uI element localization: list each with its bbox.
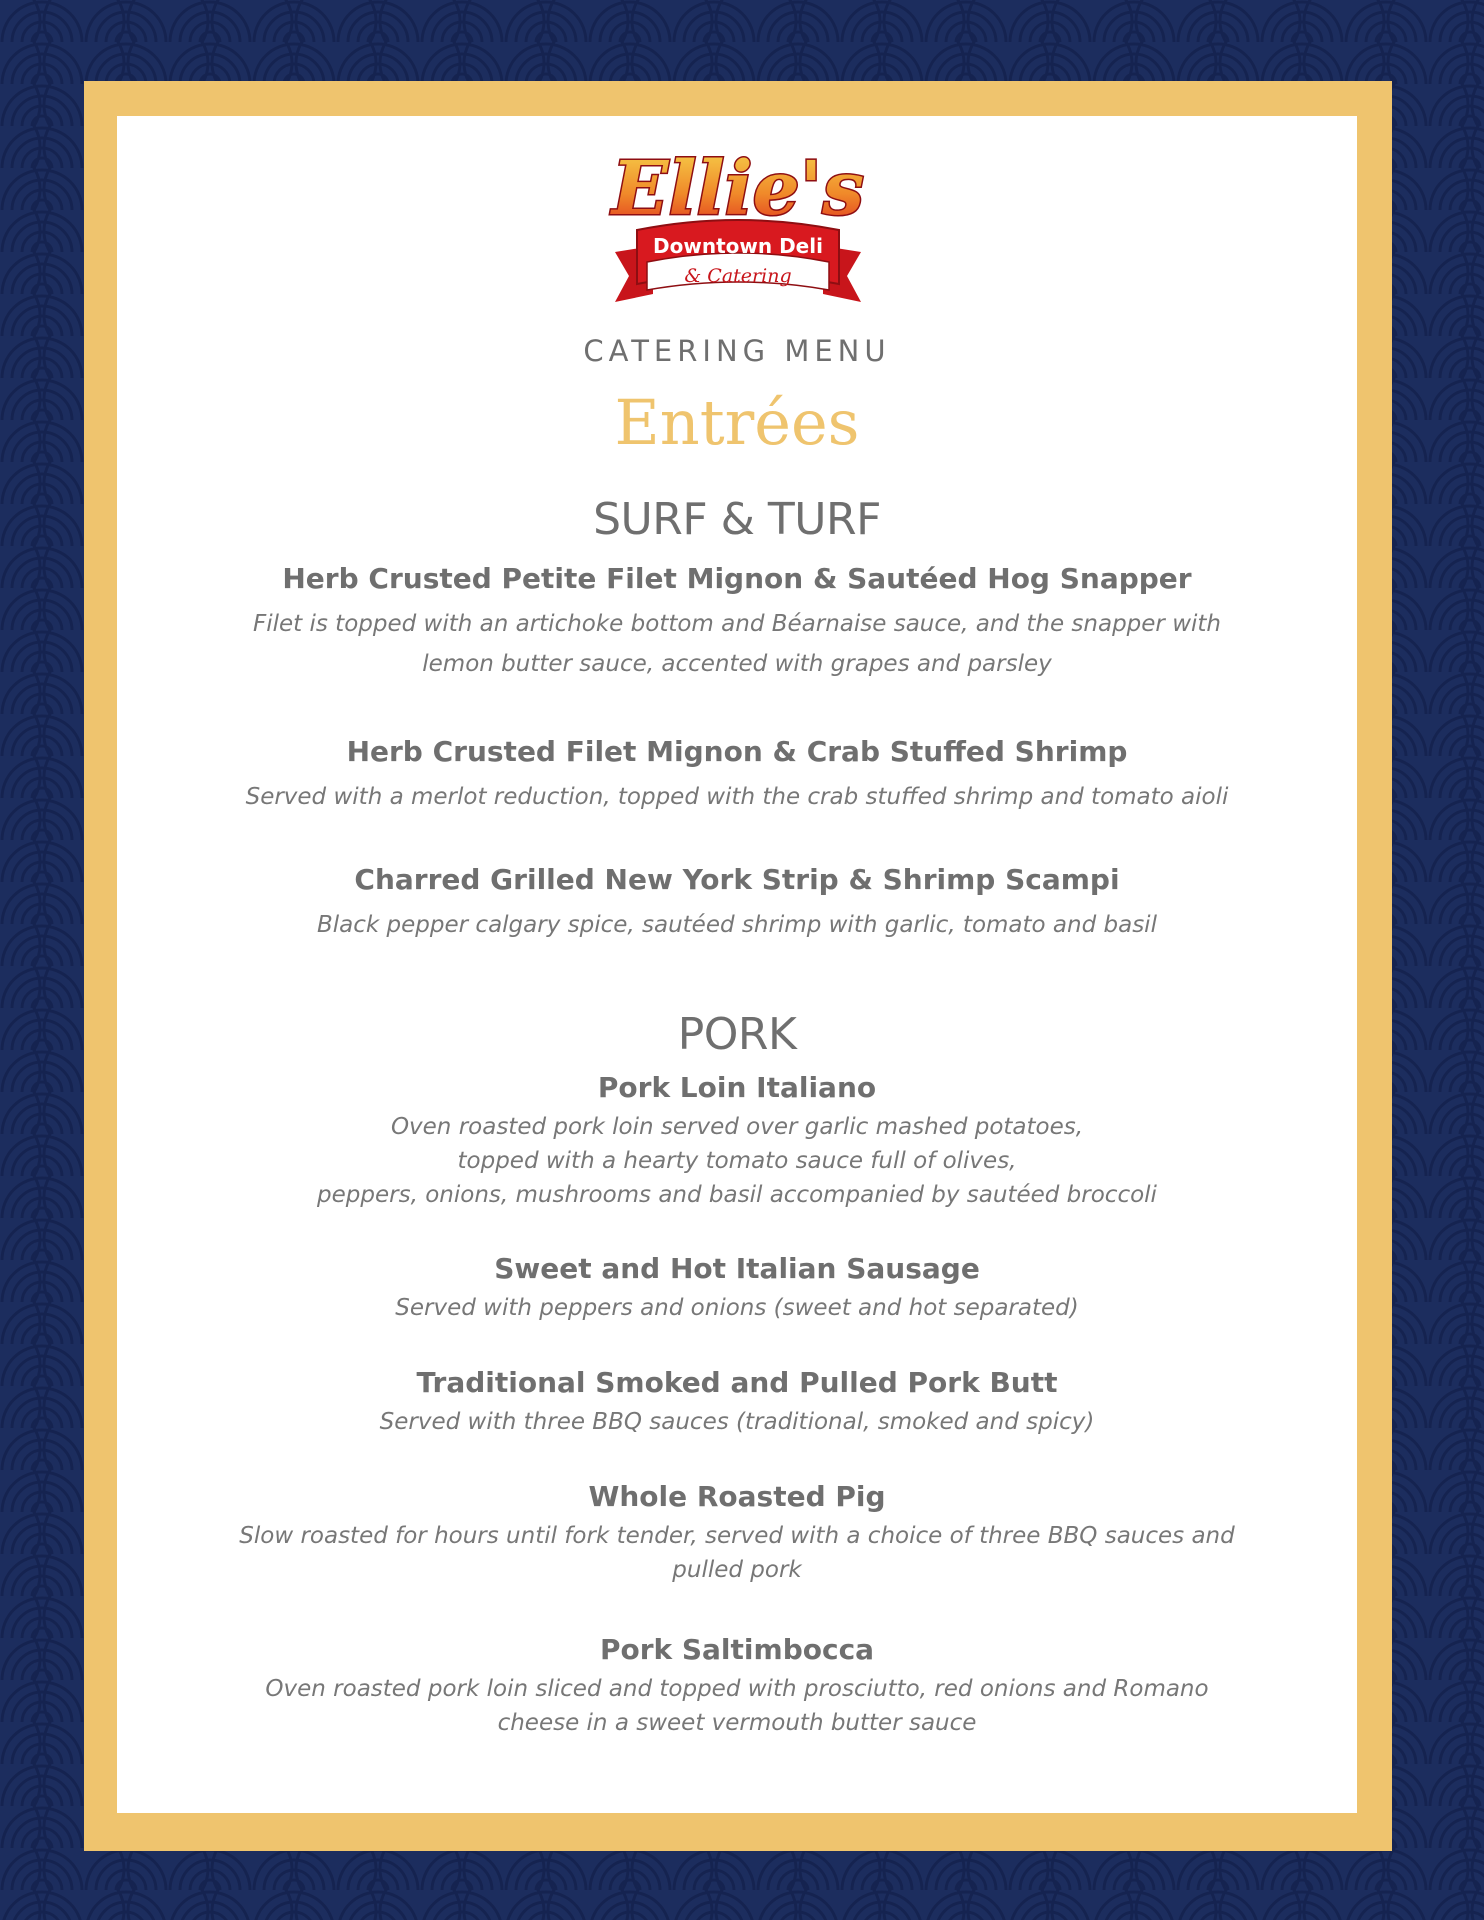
- menu-item-description: Oven roasted pork loin sliced and topped with prosciutto, red onions and Romano cheese in a sweet vermouth butter sauce: [265, 1676, 1209, 1736]
- menu-item-name: Sweet and Hot Italian Sausage: [494, 1252, 980, 1285]
- menu-item-description: Served with three BBQ sauces (traditional, smoked and spicy): [379, 1409, 1095, 1435]
- menu-subtitle: CATERING MENU: [583, 334, 891, 368]
- menu-item-name: Charred Grilled New York Strip & Shrimp Scampi: [354, 863, 1120, 896]
- menu-item-name: Pork Loin Italiano: [597, 1071, 877, 1104]
- section-heading-pork: PORK: [677, 1009, 797, 1060]
- page-title: Entrées: [614, 386, 860, 459]
- ellies-logo: [607, 134, 869, 324]
- menu-item-description: Filet is topped with an artichoke bottom and Béarnaise sauce, and the snapper with lemon butter sauce, accented with grapes and parsley: [253, 611, 1221, 677]
- section-heading-surf-turf: SURF & TURF: [593, 494, 881, 545]
- menu-item-name: Herb Crusted Petite Filet Mignon & Sautéed Hog Snapper: [282, 562, 1192, 595]
- menu-item-description: Served with peppers and onions (sweet and hot separated): [395, 1295, 1079, 1321]
- logo-banner: Downtown Deli: [653, 234, 823, 258]
- menu-item-name: Herb Crusted Filet Mignon & Crab Stuffed Shrimp: [346, 735, 1128, 768]
- logo-name: Ellie's: [611, 146, 865, 232]
- menu-item-description: Slow roasted for hours until fork tender, served with a choice of three BBQ sauces and pulled pork: [239, 1523, 1235, 1583]
- menu-item-description: Black pepper calgary spice, sautéed shrimp with garlic, tomato and basil: [317, 912, 1157, 938]
- logo-tagline: & Catering: [684, 265, 792, 287]
- menu-item-name: Whole Roasted Pig: [588, 1480, 886, 1513]
- menu-item-description: Oven roasted pork loin served over garlic mashed potatoes, topped with a hearty tomato sauce full of olives, peppers, onions, mushrooms and basil accompanied by sautéed broccoli: [317, 1114, 1157, 1208]
- menu-page: [117, 116, 1357, 1813]
- menu-item-name: Pork Saltimbocca: [599, 1633, 875, 1666]
- menu-item-name: Traditional Smoked and Pulled Pork Butt: [416, 1366, 1058, 1399]
- menu-item-description: Served with a merlot reduction, topped with the crab stuffed shrimp and tomato aioli: [245, 784, 1229, 810]
